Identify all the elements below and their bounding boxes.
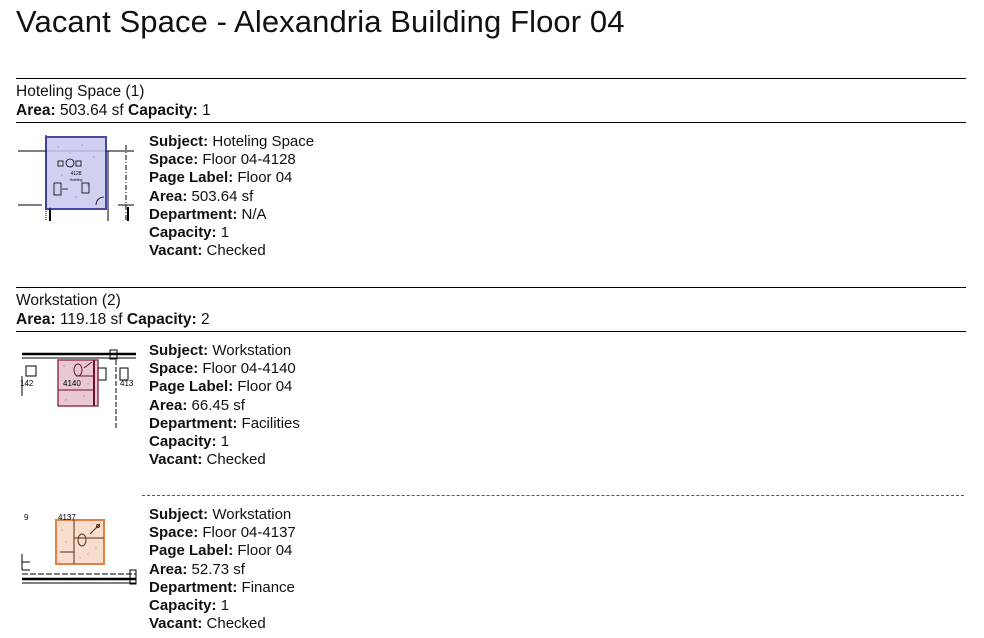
prop-label: Vacant: [149,451,203,469]
group-summary [16,101,966,120]
prop-label: Page Label: [149,378,234,396]
group-area-value: 119.18 sf [59,311,123,328]
prop-value: Floor 04 [237,169,293,187]
prop-label: Area: [149,396,188,414]
prop-capacity [149,224,314,242]
space-properties [149,342,300,469]
floorplan-thumbnail [18,135,134,221]
area-label: Area: [16,311,56,328]
prop-area [149,397,300,415]
prop-capacity [149,597,296,615]
prop-value: Checked [206,615,266,633]
prop-space [149,151,314,169]
area-label: Area: [16,102,56,119]
group-name: Hoteling Space (1) [16,83,145,100]
prop-label: Vacant: [149,242,203,260]
prop-label: Department: [149,414,238,432]
prop-value: 503.64 sf [191,187,254,205]
group-header [16,287,966,332]
prop-value: Workstation [212,342,292,359]
prop-page-label [149,169,314,187]
prop-space [149,524,296,542]
neighbor-room-label: 9 [24,513,29,522]
prop-label: Capacity: [149,224,217,242]
prop-value: Floor 04 [237,542,293,560]
prop-value: Finance [241,578,295,596]
prop-value: Floor 04-4140 [202,360,296,378]
prop-value: Floor 04-4137 [202,524,296,542]
group-summary [16,310,966,329]
room-number-label: 4137 [58,513,76,522]
prop-value: 1 [220,224,230,242]
prop-capacity [149,433,300,451]
prop-label: Subject: [149,506,209,523]
prop-value: N/A [241,205,267,223]
space-properties [149,133,314,260]
room-number-label: 4128 [70,171,82,177]
prop-value: Floor 04 [237,378,293,396]
prop-subject [149,506,296,524]
prop-label: Capacity: [149,597,217,615]
prop-value: Workstation [212,506,292,523]
prop-vacant [149,615,296,633]
prop-label: Area: [149,560,188,578]
neighbor-room-label: 413 [120,379,134,388]
page-title: Vacant Space - Alexandria Building Floor 04 [16,4,625,39]
prop-label: Area: [149,187,188,205]
group-header [16,78,966,123]
prop-subject [149,342,300,360]
prop-label: Department: [149,578,238,596]
capacity-label: Capacity: [126,311,197,328]
prop-value: 66.45 sf [191,396,245,414]
prop-label: Vacant: [149,615,203,633]
prop-subject [149,133,314,151]
room-number-label: 4140 [63,379,81,388]
prop-value: Hoteling Space [212,133,315,150]
prop-value: Checked [206,242,266,260]
prop-value: 1 [220,433,230,451]
prop-space [149,360,300,378]
prop-label: Subject: [149,342,209,359]
neighbor-room-label: 142 [20,379,34,388]
prop-value: Checked [206,451,266,469]
group-area-value: 503.64 sf [59,102,124,119]
floorplan-thumbnail [18,512,138,598]
prop-label: Space: [149,151,199,169]
prop-department [149,415,300,433]
group-capacity-value: 1 [202,102,211,119]
prop-value: 1 [220,597,230,615]
prop-label: Subject: [149,133,209,150]
prop-label: Space: [149,524,199,542]
prop-page-label [149,378,300,396]
prop-label: Department: [149,205,238,223]
group-name: Workstation (2) [16,292,121,309]
room-type-label: Hoteling [69,178,83,182]
prop-area [149,188,314,206]
item-divider [142,495,964,496]
prop-value: Facilities [241,414,300,432]
prop-area [149,561,296,579]
prop-department [149,206,314,224]
prop-label: Space: [149,360,199,378]
prop-value: Floor 04-4128 [202,151,296,169]
space-group-workstation [16,287,966,633]
prop-label: Capacity: [149,433,217,451]
prop-label: Page Label: [149,542,234,560]
capacity-label: Capacity: [128,102,198,119]
floorplan-thumbnail [18,346,136,430]
prop-vacant [149,451,300,469]
group-capacity-value: 2 [200,311,210,328]
prop-department [149,579,296,597]
space-group-hoteling [16,78,966,260]
prop-vacant [149,242,314,260]
prop-page-label [149,542,296,560]
prop-value: 52.73 sf [191,560,245,578]
prop-label: Page Label: [149,169,234,187]
space-properties [149,506,296,633]
